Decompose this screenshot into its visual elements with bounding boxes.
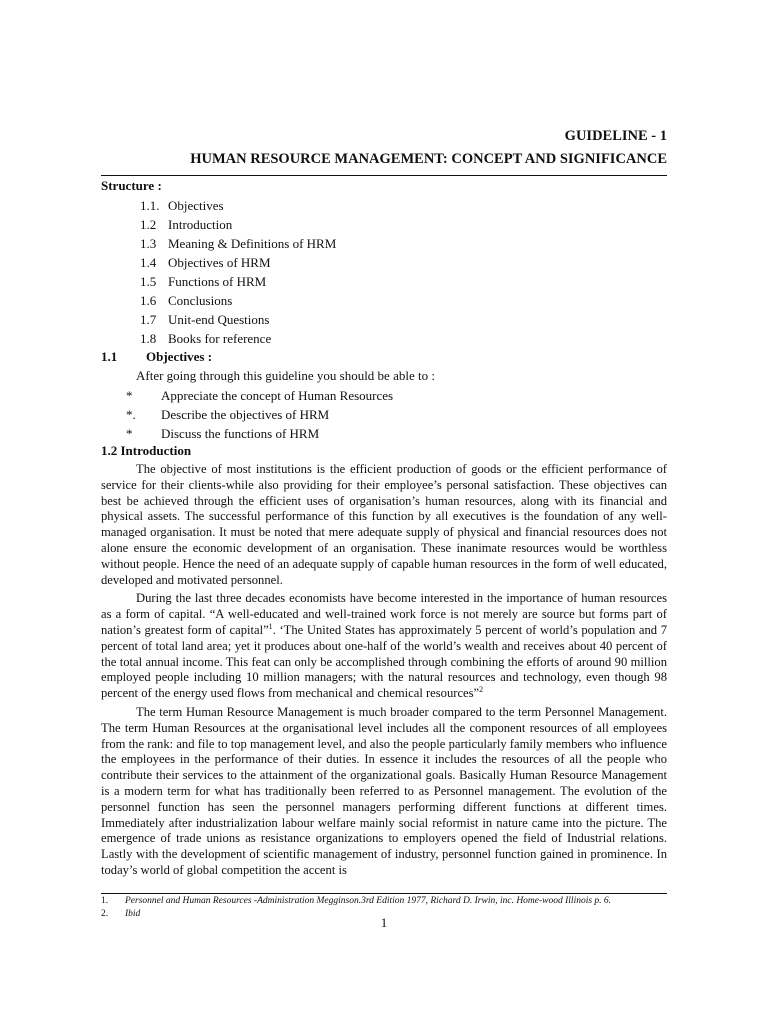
toc-item-number: 1.2 [140, 217, 157, 232]
objectives-lead: After going through this guideline you should be able to : [136, 368, 435, 383]
page-number: 1 [380, 915, 388, 930]
bullet-text: Discuss the functions of HRM [161, 426, 320, 441]
title-divider [101, 175, 667, 176]
introduction-body [101, 462, 667, 882]
bullet-mark: *. [126, 407, 136, 422]
toc-item-label: Conclusions [168, 293, 233, 308]
list-item [126, 386, 393, 405]
toc-item-label: Functions of HRM [168, 274, 267, 289]
footnote-divider [101, 893, 667, 894]
paragraph [101, 591, 667, 702]
toc-item-label: Objectives of HRM [168, 255, 271, 270]
bullet-text: Describe the objectives of HRM [161, 407, 330, 422]
toc-item [140, 196, 336, 215]
chapter-title: HUMAN RESOURCE MANAGEMENT: CONCEPT AND SIGNIFICANCE [190, 151, 667, 167]
toc-item-label: Meaning & Definitions of HRM [168, 236, 337, 251]
toc-item [140, 310, 336, 329]
list-item [126, 424, 393, 443]
toc-item-number: 1.3 [140, 236, 157, 251]
section-heading-objectives [101, 349, 212, 365]
bullet-text: Appreciate the concept of Human Resources [161, 388, 394, 403]
toc-item-number: 1.1. [140, 198, 160, 213]
footnote-text: Ibid [125, 909, 141, 919]
toc-item-number: 1.5 [140, 274, 157, 289]
bullet-mark: * [126, 426, 133, 441]
guideline-label: GUIDELINE - 1 [564, 128, 667, 144]
toc-item [140, 253, 336, 272]
toc-item-label: Unit-end Questions [168, 312, 270, 327]
footnote-number: 2. [101, 909, 109, 919]
footnote-ref: 1 [268, 621, 273, 631]
paragraph: The term Human Resource Management is much broader compared to the term Personnel Management. The term Human Resources at the organisational level includes all the component resources of all employees from the rank: and file to top management level, and also the people particularly family members who influence the employees in the performance of their duties. In essence it includes the resources of all the people who contribute their services to the attainment of the organizational goals. Basically Human Resource Management is a modern term for what has traditionally been referred to as Personnel management. The evolution of the personnel function has seen the personnel managers performing different functions at different times. Immediately after industrialization labour welfare mainly social reformist in nature came into the picture. The emergence of trade unions as resistance organizations to employers opened the field of Industrial relations. Lastly with the development of scientific management of industry, personnel function gained in prominence. In today’s world of global competition the accent is [101, 704, 667, 877]
toc-item-label: Books for reference [168, 331, 272, 346]
toc-item [140, 329, 336, 348]
toc-item-number: 1.7 [140, 312, 157, 327]
toc-item [140, 215, 336, 234]
objectives-list [126, 386, 393, 443]
section-heading-introduction: 1.2 Introduction [101, 443, 192, 458]
toc-item [140, 291, 336, 310]
paragraph-text: . ‘The United States has approximately 5 percent of world’s population and 7 percent of total land area; yet it produces about one-half of the world’s wealth and receives about 40 percent of the total annual income. This feat can only be accomplished through combining the efforts of around 90 million employed people including 10 million managers; with the natural resources and technology, even though 98 percent of the energy used flows from mechanical and chemical resources” [101, 622, 667, 701]
toc-item-number: 1.6 [140, 293, 157, 308]
section-title: Objectives : [146, 349, 213, 364]
footnote-ref: 2 [479, 684, 484, 694]
toc-item-number: 1.8 [140, 331, 157, 346]
toc-item [140, 272, 336, 291]
bullet-mark: * [126, 388, 133, 403]
toc-item [140, 234, 336, 253]
toc-item-label: Introduction [168, 217, 233, 232]
section-number: 1.1 [101, 349, 118, 364]
structure-heading: Structure : [101, 178, 162, 193]
toc-item-number: 1.4 [140, 255, 157, 270]
toc-item-label: Objectives [168, 198, 224, 213]
paragraph: The objective of most institutions is the efficient production of goods or the efficient performance of service for their clients-while also providing for their employee’s personal satisfaction. These objectives can best be achieved through the efficient uses of organisation’s human resources, along with its financial and physical assets. The successful performance of this function by all executives is the foundation of any well-managed organisation. It must be noted that mere adequate supply of physical and financial resources does not alone ensure the economic development of an organisation. These inanimate resources would be worthless without people. Hence the need of an adequate supply of capable human resources in the form of well educated, developed and motivated personnel. [101, 462, 667, 587]
list-item [126, 405, 393, 424]
paragraph-text: During the last three decades economists have become interested in the importance of human resources as a form of capital. “A well-educated and well-trained work force is not merely are source but forms part of nation’s greatest form of capital” [101, 591, 667, 637]
footnote-text: Personnel and Human Resources -Administration Megginson.3rd Edition 1977, Richard D. Irwin, inc. Home-wood Illinois p. 6. [125, 896, 612, 906]
footnote [101, 895, 611, 908]
footnote-number: 1. [101, 896, 109, 906]
structure-list [140, 196, 336, 348]
